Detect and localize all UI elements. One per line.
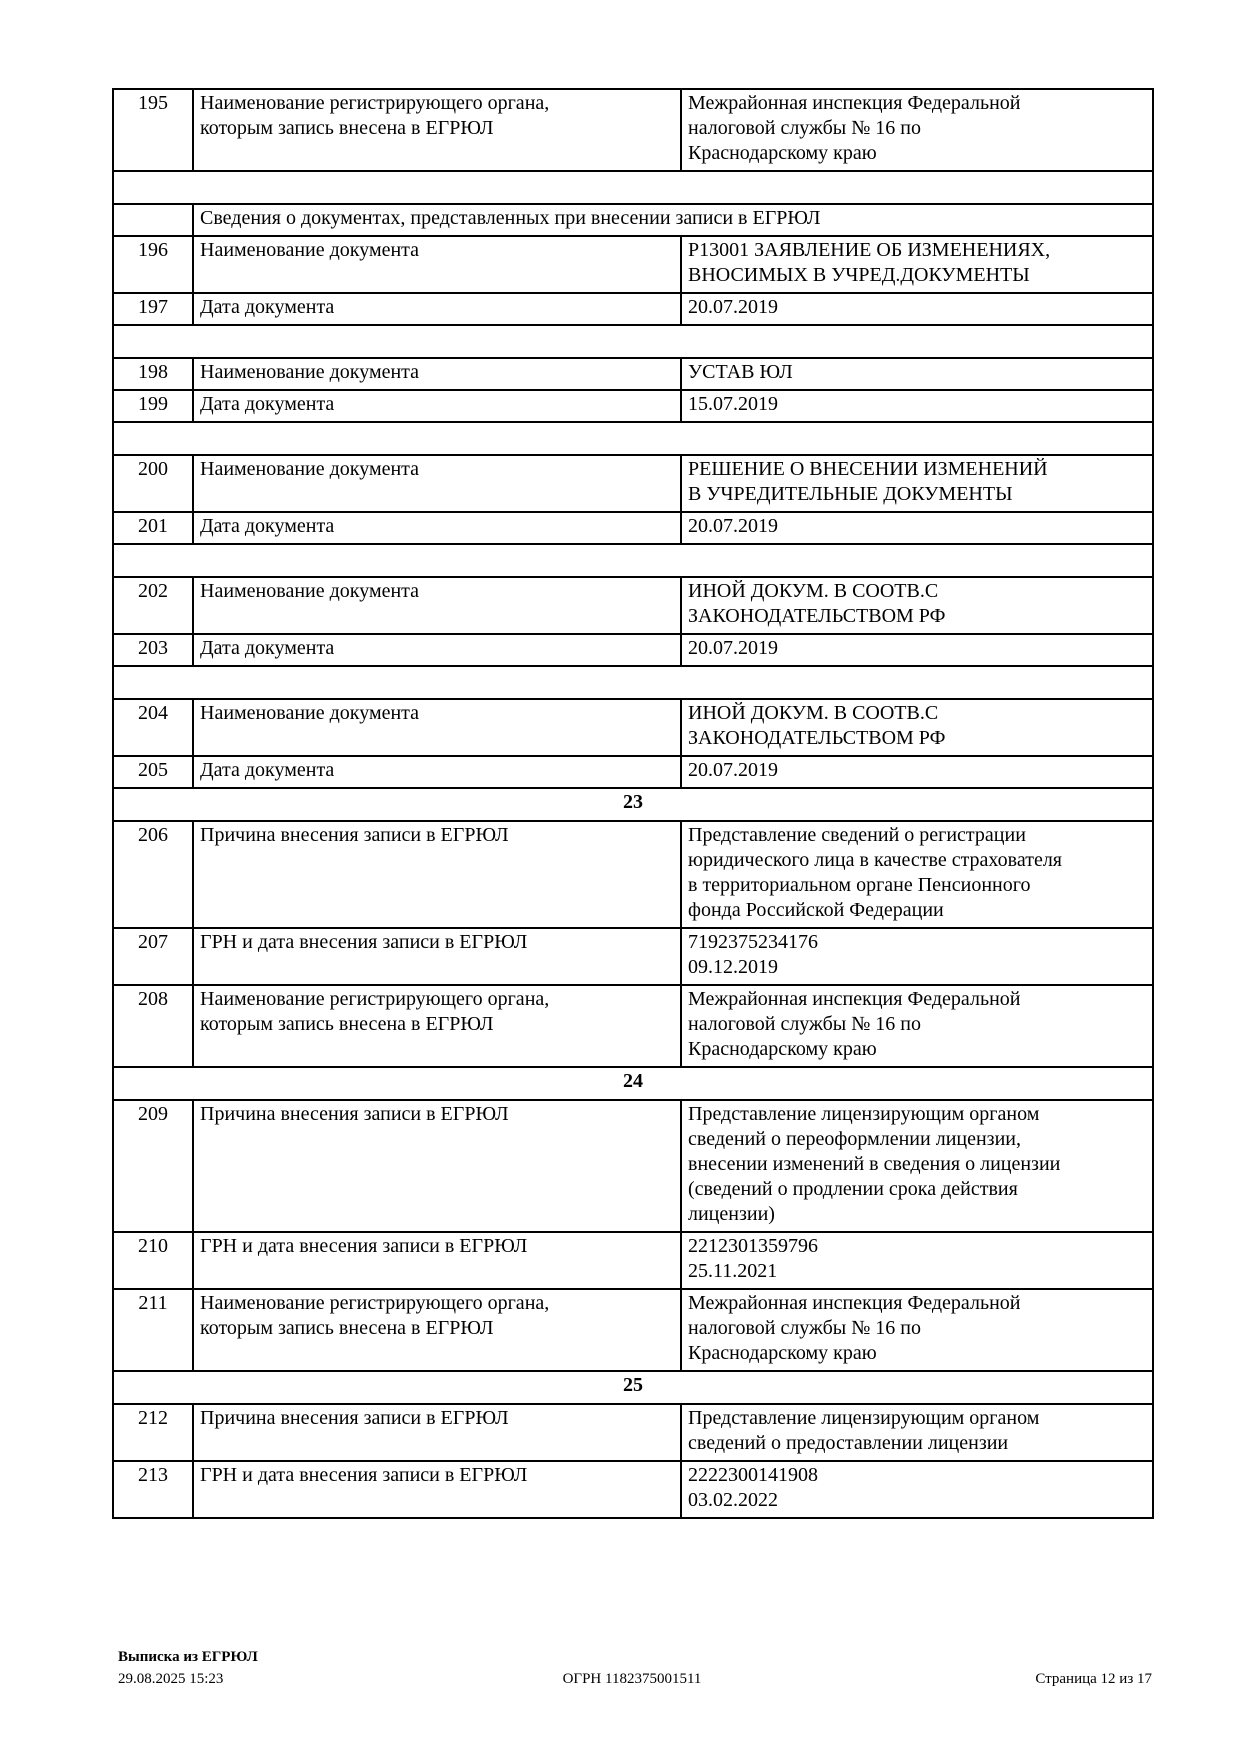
text-line: Причина внесения записи в ЕГРЮЛ <box>200 1407 509 1429</box>
row-number: 206 <box>113 821 193 928</box>
text-line: 20.07.2019 <box>688 759 778 781</box>
row-label <box>193 699 681 756</box>
table-row <box>113 89 1153 171</box>
spacer-cell <box>113 171 1153 204</box>
row-number: 208 <box>113 985 193 1067</box>
table-row <box>113 512 1153 544</box>
text-line: 20.07.2019 <box>688 515 778 537</box>
row-label <box>193 756 681 788</box>
footer-generated-datetime: 29.08.2025 15:23 <box>118 1671 224 1687</box>
section-row <box>113 1067 1153 1100</box>
text-line: налоговой службы № 16 по <box>688 1317 921 1339</box>
section-row <box>113 788 1153 821</box>
text-line: 2212301359796 <box>688 1235 818 1257</box>
spacer-row <box>113 325 1153 358</box>
section-number: 23 <box>113 788 1153 821</box>
egrul-records-table <box>112 88 1154 1519</box>
row-value <box>681 390 1153 422</box>
text-line: сведений о переоформлении лицензии, <box>688 1128 1021 1150</box>
text-line: в территориальном органе Пенсионного <box>688 874 1031 896</box>
row-number: 202 <box>113 577 193 634</box>
row-number: 195 <box>113 89 193 171</box>
text-line: ИНОЙ ДОКУМ. В СООТВ.С <box>688 702 939 724</box>
text-line: 09.12.2019 <box>688 956 778 978</box>
text-line: Причина внесения записи в ЕГРЮЛ <box>200 824 509 846</box>
row-label <box>193 390 681 422</box>
text-line: лицензии) <box>688 1203 775 1225</box>
row-label <box>193 89 681 171</box>
table-row <box>113 699 1153 756</box>
row-number: 204 <box>113 699 193 756</box>
row-value <box>681 293 1153 325</box>
row-label <box>193 1404 681 1461</box>
row-value <box>681 1100 1153 1232</box>
row-number: 203 <box>113 634 193 666</box>
text-line: налоговой службы № 16 по <box>688 117 921 139</box>
text-line: которым запись внесена в ЕГРЮЛ <box>200 1317 494 1339</box>
text-line: внесении изменений в сведения о лицензии <box>688 1153 1061 1175</box>
footer-page-number: Страница 12 из 17 <box>1035 1671 1152 1687</box>
table-row <box>113 358 1153 390</box>
table-row <box>113 985 1153 1067</box>
row-number: 201 <box>113 512 193 544</box>
row-value <box>681 1404 1153 1461</box>
text-line: Наименование регистрирующего органа, <box>200 1292 550 1314</box>
text-line: ЗАКОНОДАТЕЛЬСТВОМ РФ <box>688 605 946 627</box>
row-value <box>681 1232 1153 1289</box>
text-line: которым запись внесена в ЕГРЮЛ <box>200 1013 494 1035</box>
text-line: Дата документа <box>200 393 335 415</box>
text-line: Наименование документа <box>200 239 420 261</box>
text-line: ГРН и дата внесения записи в ЕГРЮЛ <box>200 931 528 953</box>
row-value <box>681 928 1153 985</box>
text-line: Межрайонная инспекция Федеральной <box>688 988 1021 1010</box>
row-number: 197 <box>113 293 193 325</box>
row-number: 211 <box>113 1289 193 1371</box>
row-value <box>681 699 1153 756</box>
table-row <box>113 1232 1153 1289</box>
table-row <box>113 455 1153 512</box>
text-line: фонда Российской Федерации <box>688 899 944 921</box>
row-number: 199 <box>113 390 193 422</box>
row-value <box>681 634 1153 666</box>
row-number: 209 <box>113 1100 193 1232</box>
text-line: Наименование документа <box>200 702 420 724</box>
row-value <box>681 1289 1153 1371</box>
text-line: Наименование регистрирующего органа, <box>200 92 550 114</box>
row-number: 212 <box>113 1404 193 1461</box>
text-line: Представление лицензирующим органом <box>688 1103 1040 1125</box>
spacer-row <box>113 171 1153 204</box>
text-line: РЕШЕНИЕ О ВНЕСЕНИИ ИЗМЕНЕНИЙ <box>688 458 1048 480</box>
text-line: Представление сведений о регистрации <box>688 824 1026 846</box>
text-line: Дата документа <box>200 637 335 659</box>
text-line: которым запись внесена в ЕГРЮЛ <box>200 117 494 139</box>
row-label <box>193 928 681 985</box>
span-header-row <box>113 204 1153 236</box>
text-line: Р13001 ЗАЯВЛЕНИЕ ОБ ИЗМЕНЕНИЯХ, <box>688 239 1051 261</box>
text-line: Краснодарскому краю <box>688 1342 877 1364</box>
row-value <box>681 236 1153 293</box>
text-line: ЗАКОНОДАТЕЛЬСТВОМ РФ <box>688 727 946 749</box>
table-row <box>113 1404 1153 1461</box>
text-line: Краснодарскому краю <box>688 142 877 164</box>
footer-ogrn: ОГРН 1182375001511 <box>562 1671 702 1687</box>
table-row <box>113 293 1153 325</box>
table-row <box>113 634 1153 666</box>
section-number: 24 <box>113 1067 1153 1100</box>
row-number: 205 <box>113 756 193 788</box>
section-row <box>113 1371 1153 1404</box>
row-number: 210 <box>113 1232 193 1289</box>
text-line: Краснодарскому краю <box>688 1038 877 1060</box>
text-line: 7192375234176 <box>688 931 818 953</box>
text-line: В УЧРЕДИТЕЛЬНЫЕ ДОКУМЕНТЫ <box>688 483 1013 505</box>
row-number: 200 <box>113 455 193 512</box>
table-row <box>113 821 1153 928</box>
row-label <box>193 634 681 666</box>
text-line: 20.07.2019 <box>688 637 778 659</box>
row-value <box>681 1461 1153 1518</box>
row-label <box>193 577 681 634</box>
text-line: (сведений о продлении срока действия <box>688 1178 1018 1200</box>
row-number: 213 <box>113 1461 193 1518</box>
text-line: 15.07.2019 <box>688 393 778 415</box>
text-line: ГРН и дата внесения записи в ЕГРЮЛ <box>200 1235 528 1257</box>
text-line: Причина внесения записи в ЕГРЮЛ <box>200 1103 509 1125</box>
row-label <box>193 1289 681 1371</box>
text-line: Представление лицензирующим органом <box>688 1407 1040 1429</box>
row-value <box>681 358 1153 390</box>
documents-section-header: Сведения о документах, представленных при внесении записи в ЕГРЮЛ <box>193 204 1153 236</box>
table-row <box>113 928 1153 985</box>
row-value <box>681 512 1153 544</box>
table-row <box>113 577 1153 634</box>
table-row <box>113 756 1153 788</box>
row-value <box>681 756 1153 788</box>
row-label <box>193 821 681 928</box>
text-line: УСТАВ ЮЛ <box>688 361 793 383</box>
text-line: 25.11.2021 <box>688 1260 778 1282</box>
spacer-cell <box>113 325 1153 358</box>
row-value <box>681 821 1153 928</box>
row-label <box>193 455 681 512</box>
row-number: 198 <box>113 358 193 390</box>
text-line: сведений о предоставлении лицензии <box>688 1432 1009 1454</box>
text-line: Дата документа <box>200 296 335 318</box>
text-line: Межрайонная инспекция Федеральной <box>688 92 1021 114</box>
spacer-row <box>113 544 1153 577</box>
text-line: 03.02.2022 <box>688 1489 778 1511</box>
spacer-row <box>113 422 1153 455</box>
table-row <box>113 1461 1153 1518</box>
spacer-cell <box>113 422 1153 455</box>
registry-table-body <box>113 89 1153 1518</box>
spacer-cell <box>113 666 1153 699</box>
spacer-cell <box>113 544 1153 577</box>
text-line: Наименование документа <box>200 458 420 480</box>
text-line: Дата документа <box>200 759 335 781</box>
text-line: Дата документа <box>200 515 335 537</box>
text-line: 2222300141908 <box>688 1464 818 1486</box>
row-number: 196 <box>113 236 193 293</box>
row-label <box>193 358 681 390</box>
row-label <box>193 1461 681 1518</box>
text-line: Наименование регистрирующего органа, <box>200 988 550 1010</box>
row-number-empty <box>113 204 193 236</box>
text-line: Наименование документа <box>200 361 420 383</box>
row-label <box>193 512 681 544</box>
row-label <box>193 236 681 293</box>
spacer-row <box>113 666 1153 699</box>
row-value <box>681 577 1153 634</box>
text-line: ВНОСИМЫХ В УЧРЕД.ДОКУМЕНТЫ <box>688 264 1030 286</box>
table-row <box>113 1100 1153 1232</box>
table-row <box>113 1289 1153 1371</box>
row-label <box>193 1232 681 1289</box>
table-row <box>113 390 1153 422</box>
row-label <box>193 1100 681 1232</box>
text-line: налоговой службы № 16 по <box>688 1013 921 1035</box>
text-line: ГРН и дата внесения записи в ЕГРЮЛ <box>200 1464 528 1486</box>
row-value <box>681 89 1153 171</box>
text-line: 20.07.2019 <box>688 296 778 318</box>
row-value <box>681 985 1153 1067</box>
row-label <box>193 293 681 325</box>
row-number: 207 <box>113 928 193 985</box>
text-line: Межрайонная инспекция Федеральной <box>688 1292 1021 1314</box>
table-row <box>113 236 1153 293</box>
text-line: Наименование документа <box>200 580 420 602</box>
text-line: ИНОЙ ДОКУМ. В СООТВ.С <box>688 580 939 602</box>
row-value <box>681 455 1153 512</box>
footer-doc-type: Выписка из ЕГРЮЛ <box>118 1649 258 1665</box>
section-number: 25 <box>113 1371 1153 1404</box>
text-line: юридического лица в качестве страхователя <box>688 849 1063 871</box>
row-label <box>193 985 681 1067</box>
